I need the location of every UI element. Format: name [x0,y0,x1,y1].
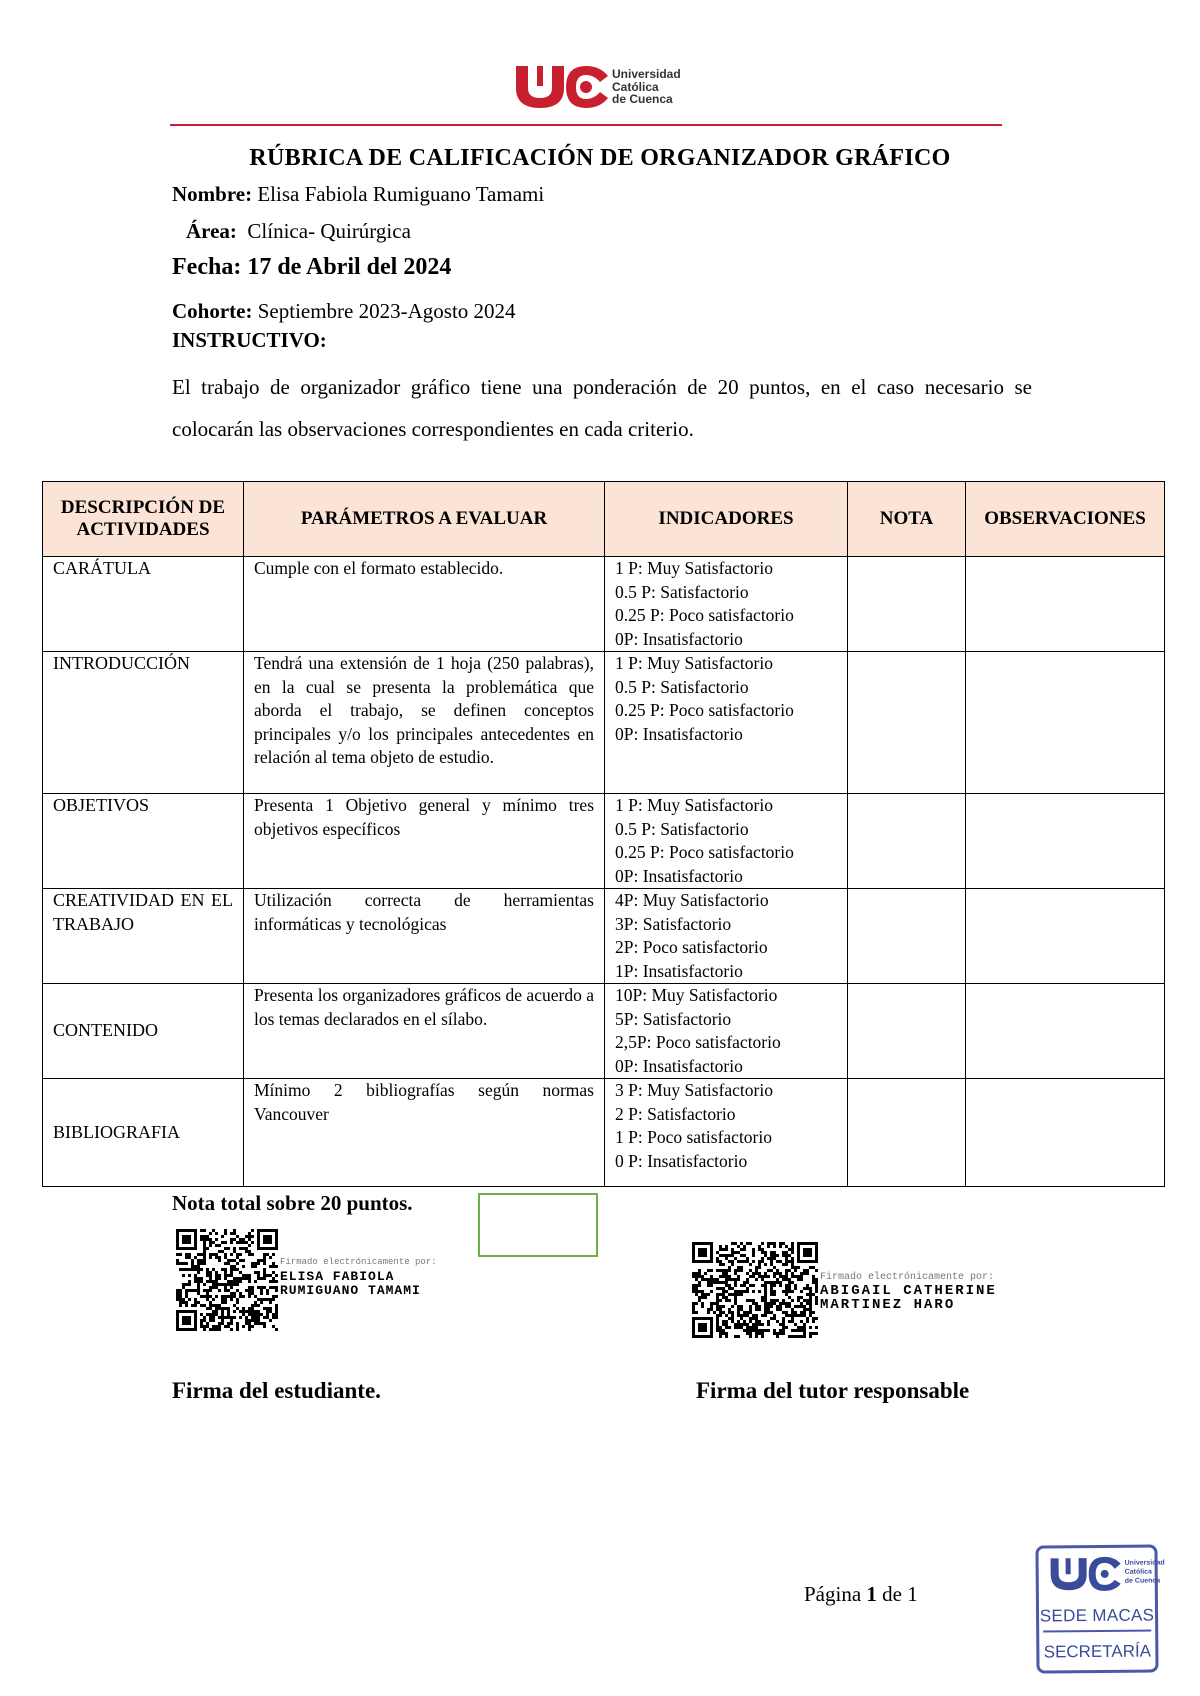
secretaria-stamp [1035,1544,1165,1673]
document-title: RÚBRICA DE CALIFICACIÓN DE ORGANIZADOR GRÁFICO [249,145,951,171]
cell-parametro: Presenta 1 Objetivo general y mínimo tres objetivos específicos [244,794,605,889]
indicator-line: 2,5P: Poco satisfactorio [615,1032,781,1052]
stamp-logo-icon [1047,1554,1165,1595]
instructivo-heading: INSTRUCTIVO: [172,328,327,352]
cell-parametro: Presenta los organizadores gráficos de acuerdo a los temas declarados en el sílabo. [244,984,605,1079]
field-area [186,219,411,244]
cell-observaciones[interactable] [966,1079,1165,1187]
indicator-line: 0P: Insatisfactorio [615,628,743,649]
page-total: 1 [907,1582,918,1606]
header-observaciones: OBSERVACIONES [966,482,1165,557]
logo-line-1: Universidad [612,67,681,81]
cell-indicadores [605,557,848,652]
tutor-signature-label: Firma del tutor responsable [696,1378,970,1403]
header-parametros: PARÁMETROS A EVALUAR [244,482,605,557]
cell-parametro: Cumple con el formato establecido. [244,557,605,652]
indicator-line: 0.5 P: Satisfactorio [615,581,749,602]
indicator-line: 3P: Satisfactorio [615,913,732,934]
field-nombre [172,182,544,207]
logo-line-2: Católica [612,79,659,94]
cell-observaciones[interactable] [966,794,1165,889]
university-logo [512,62,712,118]
stamp-wordmark-line-3: de Cuenca [1124,1577,1161,1585]
field-fecha [172,254,451,281]
indicator-line: 1 P: Poco satisfactorio [615,1127,772,1147]
area-value: Clínica- Quirúrgica [247,219,411,243]
nombre-label: Nombre: [172,182,253,206]
table-row [43,1079,1165,1187]
uc-logo-icon [512,62,612,112]
cell-indicadores [605,889,848,984]
cell-observaciones[interactable] [966,889,1165,984]
total-score-box[interactable] [478,1193,598,1257]
student-signed-by-text: Firmado electrónicamente por: [280,1257,437,1267]
cell-indicadores [605,1079,848,1187]
fecha-value: 17 de Abril del 2024 [247,254,452,280]
cell-actividad: INTRODUCCIÓN [43,652,244,794]
fecha-label: Fecha: [172,254,242,280]
tutor-qr-code-icon [692,1242,818,1338]
cell-actividad: CONTENIDO [43,984,244,1079]
indicator-line: 0P: Insatisfactorio [615,723,743,744]
stamp-sede: SEDE MACAS [1039,1605,1155,1626]
indicator-line: 0P: Insatisfactorio [615,1055,743,1076]
indicator-line: 5P: Satisfactorio [615,1008,732,1029]
table-row [43,794,1165,889]
indicator-line: 0.5 P: Satisfactorio [615,818,749,839]
cell-actividad: CARÁTULA [43,557,244,652]
indicator-line: 0.25 P: Poco satisfactorio [615,842,794,862]
area-label: Área: [186,219,237,243]
stamp-wordmark-line-1: Universidad [1124,1559,1165,1567]
student-signature-label: Firma del estudiante. [172,1378,381,1403]
cell-indicadores [605,984,848,1079]
stamp-secretaria: SECRETARÍA [1043,1641,1152,1662]
indicator-line: 1 P: Muy Satisfactorio [615,558,773,578]
cell-indicadores [605,652,848,794]
cell-nota[interactable] [848,652,966,794]
cell-observaciones[interactable] [966,984,1165,1079]
page-prefix: Página [804,1582,862,1606]
page-of: de [882,1582,902,1606]
indicator-line: 0.5 P: Satisfactorio [615,676,749,697]
table-header-row [43,482,1165,557]
indicator-line: 2P: Poco satisfactorio [615,937,768,957]
logo-wordmark [612,68,681,106]
indicator-line: 0 P: Insatisfactorio [615,1150,748,1171]
table-row [43,889,1165,984]
cohorte-value: Septiembre 2023-Agosto 2024 [257,299,516,323]
indicator-line: 0.25 P: Poco satisfactorio [615,605,794,625]
indicator-line: 1 P: Muy Satisfactorio [615,653,773,673]
cell-actividad: OBJETIVOS [43,794,244,889]
table-row [43,652,1165,794]
page-number [804,1582,918,1607]
indicator-line: 0.25 P: Poco satisfactorio [615,700,794,720]
cell-actividad: BIBLIOGRAFIA [43,1079,244,1187]
indicator-line: 10P: Muy Satisfactorio [615,985,778,1005]
cell-parametro: Tendrá una extensión de 1 hoja (250 palabras), en la cual se presenta la problemática que aborda el trabajo, se definen conceptos principales y/o los principales antecedentes en relación al tema objeto de estudio. [244,652,605,794]
stamp-wordmark-line-2: Católica [1124,1568,1152,1576]
cell-parametro: Mínimo 2 bibliografías según normas Vancouver [244,1079,605,1187]
tutor-name-line-1: ABIGAIL CATHERINE [820,1283,997,1299]
student-name-line-2: RUMIGUANO TAMAMI [280,1283,421,1298]
header-nota: NOTA [848,482,966,557]
cohorte-label: Cohorte: [172,299,253,323]
total-label: Nota total sobre 20 puntos. [172,1191,413,1215]
stamp-divider [1043,1630,1151,1633]
indicator-line: 4P: Muy Satisfactorio [615,890,769,910]
cell-observaciones[interactable] [966,652,1165,794]
student-qr-code-icon [176,1229,278,1331]
indicator-line: 1P: Insatisfactorio [615,960,743,981]
indicator-line: 0P: Insatisfactorio [615,865,743,886]
cell-nota[interactable] [848,889,966,984]
cell-nota[interactable] [848,794,966,889]
header-indicadores: INDICADORES [605,482,848,557]
tutor-name-line-2: MARTINEZ HARO [820,1297,956,1313]
instructivo-text: El trabajo de organizador gráfico tiene una ponderación de 20 puntos, en el caso necesario se colocarán las observaciones correspondientes en cada criterio. [172,375,1032,441]
table-row [43,557,1165,652]
cell-nota[interactable] [848,1079,966,1187]
logo-line-3: de Cuenca [612,92,673,106]
cell-nota[interactable] [848,557,966,652]
tutor-signed-by-text: Firmado electrónicamente por: [820,1272,995,1283]
indicator-line: 3 P: Muy Satisfactorio [615,1080,773,1100]
student-name-line-1: ELISA FABIOLA [280,1269,395,1284]
cell-observaciones[interactable] [966,557,1165,652]
table-row [43,984,1165,1079]
student-signature-name [280,1270,421,1298]
cell-parametro: Utilización correcta de herramientas informáticas y tecnológicas [244,889,605,984]
indicator-line: 2 P: Satisfactorio [615,1103,736,1124]
rubric-table [42,481,1165,1187]
cell-nota[interactable] [848,984,966,1079]
field-cohorte [172,299,516,324]
page-current: 1 [866,1582,877,1606]
cell-actividad: CREATIVIDAD EN EL TRABAJO [43,889,244,984]
indicator-line: 1 P: Muy Satisfactorio [615,795,773,815]
tutor-signature-name [820,1284,997,1312]
cell-indicadores [605,794,848,889]
header-divider [170,124,1002,126]
nombre-value: Elisa Fabiola Rumiguano Tamami [257,182,545,206]
header-descripcion: DESCRIPCIÓN DE ACTIVIDADES [43,482,244,557]
